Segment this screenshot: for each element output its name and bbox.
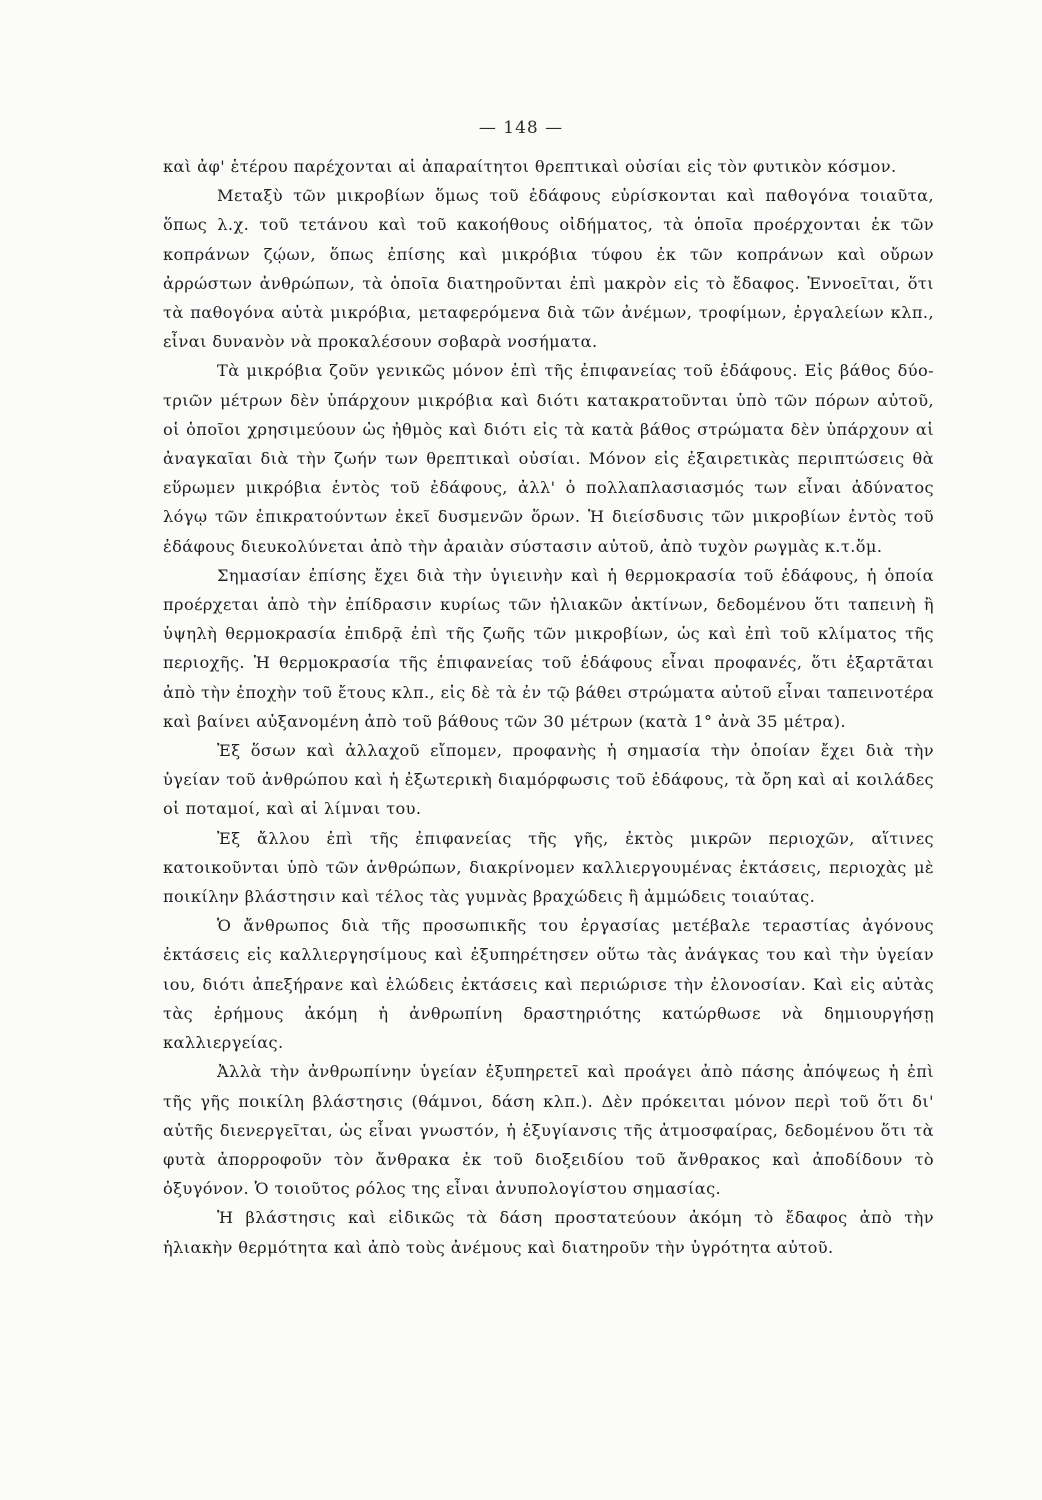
paragraph-6: Ἐξ ἄλλου ἐπὶ τῆς ἐπιφανείας τῆς γῆς, ἐκτὸς μικρῶν περιοχῶν, αἵτινες κατοικοῦνται ὑπὸ τῶν ἀνθρώπων, διακρίνομεν καλλιεργουμένας ἐκτάσεις, περιοχὰς μὲ ποικίλην βλάστησιν καὶ τέλος τὰς γυμνὰς βραχώδεις ἢ ἀμμώδεις τοιαύτας. (163, 828, 934, 907)
paragraph-1: καὶ ἀφ' ἑτέρου παρέχονται αἱ ἀπαραίτητοι θρεπτικαὶ οὐσίαι εἰς τὸν φυτικὸν κόσμον. (163, 157, 897, 176)
page-number: — 148 — (478, 118, 564, 138)
paragraph-4: Σημασίαν ἐπίσης ἔχει διὰ τὴν ὑγιεινὴν καὶ ἡ θερμοκρασία τοῦ ἐδάφους, ἡ ὁποία προέρχεται ἀπὸ τὴν ἐπίδρασιν κυρίως τῶν ἡλιακῶν ἀκτίνων, δεδομένου ὅτι ταπεινὴ ἢ ὑψηλὴ θερμοκρασία ἐπιδρᾷ ἐπὶ τῆς ζωῆς τῶν μικροβίων, ὡς καὶ ἐπὶ τοῦ κλίματος τῆς περιοχῆς. Ἡ θερμοκρασία τῆς ἐπιφανείας τοῦ ἐδάφους εἶναι προφανές, ὅτι ἐξαρτᾶται ἀπὸ τὴν ἐποχὴν τοῦ ἔτους κλπ., εἰς δὲ τὰ ἐν τῷ βάθει στρώματα αὐτοῦ εἶναι ταπεινοτέρα καὶ βαίνει αὐξανομένη ἀπὸ τοῦ βάθους τῶν 30 μέτρων (κατὰ 1° ἀνὰ 35 μέτρα). (163, 565, 934, 731)
paragraph-8: Ἀλλὰ τὴν ἀνθρωπίνην ὑγείαν ἐξυπηρετεῖ καὶ προάγει ἀπὸ πάσης ἀπόψεως ἡ ἐπὶ τῆς γῆς ποικίλη βλάστησις (θάμνοι, δάση κλπ.). Δὲν πρόκειται μόνον περὶ τοῦ ὅτι δι' αὐτῆς διενεργεῖται, ὡς εἶναι γνωστόν, ἡ ἐξυγίανσις τῆς ἀτμοσφαίρας, δεδομένου ὅτι τὰ φυτὰ ἀπορροφοῦν τὸν ἄνθρακα ἐκ τοῦ διοξειδίου τοῦ ἄνθρακος καὶ ἀποδίδουν τὸ ὀξυγόνον. Ὁ τοιοῦτος ρόλος της εἶναι ἀνυπολογίστου σημασίας. (163, 1062, 934, 1199)
paragraph-2: Μεταξὺ τῶν μικροβίων ὅμως τοῦ ἐδάφους εὑρίσκονται καὶ παθογόνα τοιαῦτα, ὅπως λ.χ. τοῦ τετάνου καὶ τοῦ κακοήθους οἰδήματος, τὰ ὁποῖα προέρχονται ἐκ τῶν κοπράνων ζῴων, ὅπως ἐπίσης καὶ μικρόβια τύφου ἐκ τῶν κοπράνων καὶ οὔρων ἀρρώστων ἀνθρώπων, τὰ ὁποῖα διατηροῦνται ἐπὶ μακρὸν εἰς τὸ ἔδαφος. Ἐννοεῖται, ὅτι τὰ παθογόνα αὐτὰ μικρόβια, μεταφερόμενα διὰ τῶν ἀνέμων, τροφίμων, ἐργαλείων κλπ., εἶναι δυνανὸν νὰ προκαλέσουν σοβαρὰ νοσήματα. (163, 186, 934, 352)
body-text (163, 152, 934, 1262)
paragraph-7: Ὁ ἄνθρωπος διὰ τῆς προσωπικῆς του ἐργασίας μετέβαλε τεραστίας ἀγόνους ἐκτάσεις εἰς καλλιεργησίμους καὶ ἐξυπηρέτησεν οὕτω τὰς ἀνάγκας του καὶ τὴν ὑγείαν ιου, διότι ἀπεξήρανε καὶ ἑλώδεις ἐκτάσεις καὶ περιώρισε τὴν ἑλονοσίαν. Καὶ εἰς αὐτὰς τὰς ἐρήμους ἀκόμη ἡ ἀνθρωπίνη δραστηριότης κατώρθωσε νὰ δημιουργήσῃ καλλιεργείας. (163, 916, 934, 1053)
paragraph-3: Τὰ μικρόβια ζοῦν γενικῶς μόνον ἐπὶ τῆς ἐπιφανείας τοῦ ἐδάφους. Εἰς βάθος δύο-τριῶν μέτρων δὲν ὑπάρχουν μικρόβια καὶ διότι κατακρατοῦνται ὑπὸ τῶν πόρων αὐτοῦ, οἱ ὁποῖοι χρησιμεύουν ὡς ἠθμὸς καὶ διότι εἰς τὰ κατὰ βάθος στρώματα δὲν ὑπάρχουν αἱ ἀναγκαῖαι διὰ τὴν ζωήν των θρεπτικαὶ οὐσίαι. Μόνον εἰς ἐξαιρετικὰς περιπτώσεις θὰ εὕρωμεν μικρόβια ἐντὸς τοῦ ἐδάφους, ἀλλ' ὁ πολλαπλασιασμός των εἶναι ἀδύνατος λόγῳ τῶν ἐπικρατούντων ἐκεῖ δυσμενῶν ὅρων. Ἡ διείσδυσις τῶν μικροβίων ἐντὸς τοῦ ἐδάφους διευκολύνεται ἀπὸ τὴν ἀραιὰν σύστασιν αὐτοῦ, ἀπὸ τυχὸν ρωγμὰς κ.τ.ὅμ. (163, 361, 934, 556)
paragraph-9: Ἡ βλάστησις καὶ εἰδικῶς τὰ δάση προστατεύουν ἀκόμη τὸ ἔδαφος ἀπὸ τὴν ἡλιακὴν θερμότητα καὶ ἀπὸ τοὺς ἀνέμους καὶ διατηροῦν τὴν ὑγρότητα αὐτοῦ. (163, 1208, 934, 1257)
paragraph-5: Ἐξ ὅσων καὶ ἀλλαχοῦ εἴπομεν, προφανὴς ἡ σημασία τὴν ὁποίαν ἔχει διὰ τὴν ὑγείαν τοῦ ἀνθρώπου καὶ ἡ ἐξωτερικὴ διαμόρφωσις τοῦ ἐδάφους, τὰ ὄρη καὶ αἱ κοιλάδες οἱ ποταμοί, καὶ αἱ λίμναι του. (163, 741, 934, 819)
